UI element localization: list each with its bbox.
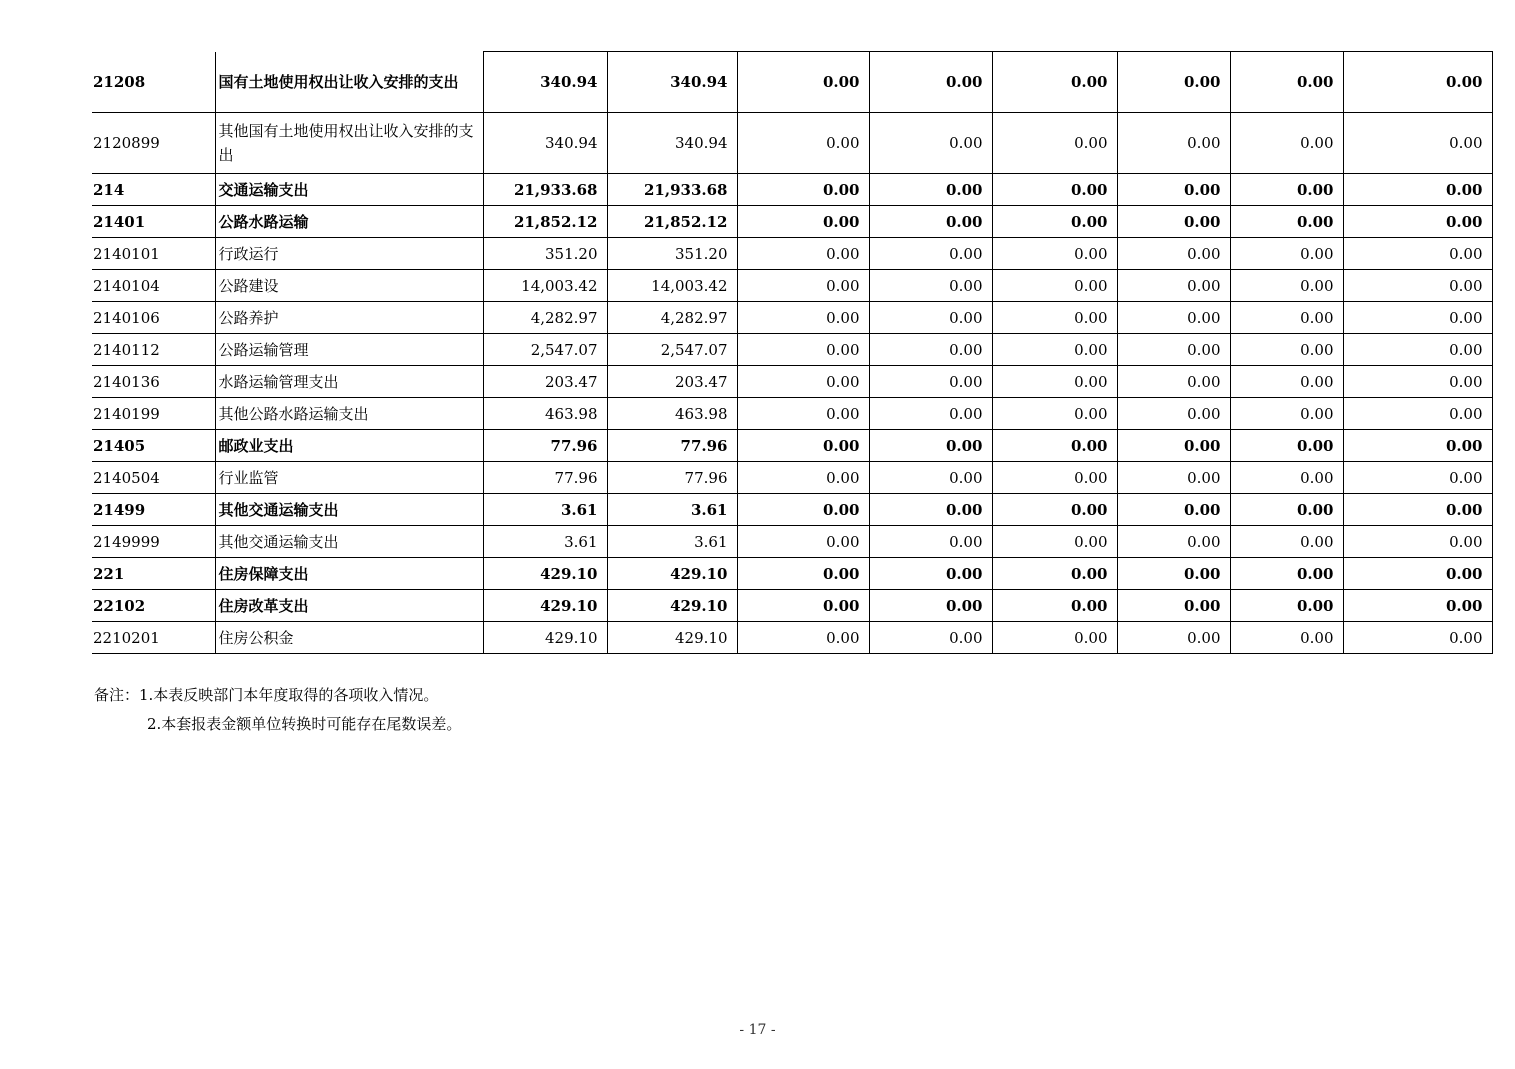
cell-name: 其他公路水路运输支出 [215,398,483,430]
cell-amount: 0.00 [992,558,1117,590]
table-row [92,366,1492,398]
cell-amount: 0.00 [1117,174,1230,206]
cell-amount: 340.94 [483,113,607,174]
notes [94,681,461,739]
cell-name: 邮政业支出 [215,430,483,462]
cell-amount: 0.00 [869,590,992,622]
table-row [92,206,1492,238]
cell-amount: 3.61 [483,494,607,526]
cell-amount: 0.00 [1117,113,1230,174]
table-row [92,590,1492,622]
table-row [92,174,1492,206]
cell-amount: 0.00 [992,302,1117,334]
cell-code: 2140104 [92,270,215,302]
cell-amount: 0.00 [869,366,992,398]
cell-amount: 429.10 [483,622,607,654]
cell-amount: 0.00 [737,494,869,526]
cell-name: 住房公积金 [215,622,483,654]
cell-amount: 0.00 [992,270,1117,302]
cell-amount: 0.00 [992,494,1117,526]
cell-amount: 0.00 [1343,526,1492,558]
cell-amount: 3.61 [607,526,737,558]
cell-amount: 0.00 [1230,366,1343,398]
cell-amount: 463.98 [483,398,607,430]
cell-name: 其他国有土地使用权出让收入安排的支出 [215,113,483,174]
cell-amount: 0.00 [869,526,992,558]
cell-name: 水路运输管理支出 [215,366,483,398]
cell-amount: 77.96 [483,462,607,494]
cell-amount: 4,282.97 [607,302,737,334]
cell-amount: 0.00 [1117,270,1230,302]
cell-amount: 0.00 [992,462,1117,494]
cell-amount: 429.10 [607,590,737,622]
cell-code: 2210201 [92,622,215,654]
cell-amount: 0.00 [1117,398,1230,430]
cell-amount: 3.61 [483,526,607,558]
cell-amount: 21,933.68 [483,174,607,206]
cell-amount: 0.00 [1117,558,1230,590]
cell-amount: 0.00 [737,622,869,654]
cell-amount: 0.00 [737,366,869,398]
cell-code: 21208 [92,52,215,113]
cell-amount: 0.00 [737,398,869,430]
table-row [92,526,1492,558]
cell-amount: 0.00 [1343,52,1492,113]
cell-amount: 0.00 [869,558,992,590]
cell-amount: 0.00 [869,622,992,654]
cell-amount: 0.00 [869,494,992,526]
cell-amount: 0.00 [1343,558,1492,590]
cell-amount: 0.00 [1343,430,1492,462]
cell-amount: 0.00 [1343,113,1492,174]
table-row [92,462,1492,494]
cell-amount: 0.00 [1117,334,1230,366]
cell-amount: 0.00 [1230,52,1343,113]
cell-name: 国有土地使用权出让收入安排的支出 [215,52,483,113]
cell-amount: 0.00 [737,590,869,622]
cell-amount: 0.00 [1230,622,1343,654]
cell-code: 2140112 [92,334,215,366]
cell-amount: 0.00 [737,302,869,334]
cell-code: 2140199 [92,398,215,430]
cell-amount: 0.00 [992,398,1117,430]
cell-amount: 0.00 [1343,270,1492,302]
cell-amount: 0.00 [1117,462,1230,494]
cell-amount: 0.00 [737,52,869,113]
budget-table [92,51,1493,654]
cell-amount: 21,852.12 [483,206,607,238]
cell-amount: 0.00 [1343,494,1492,526]
cell-amount: 77.96 [607,430,737,462]
cell-amount: 0.00 [992,366,1117,398]
cell-amount: 21,933.68 [607,174,737,206]
cell-amount: 0.00 [1230,590,1343,622]
cell-amount: 351.20 [483,238,607,270]
cell-amount: 0.00 [1230,270,1343,302]
cell-amount: 0.00 [737,238,869,270]
cell-amount: 0.00 [737,430,869,462]
cell-code: 21499 [92,494,215,526]
cell-code: 2140504 [92,462,215,494]
cell-amount: 14,003.42 [483,270,607,302]
cell-amount: 0.00 [1230,462,1343,494]
cell-code: 2140101 [92,238,215,270]
cell-amount: 0.00 [737,270,869,302]
cell-name: 公路建设 [215,270,483,302]
cell-amount: 0.00 [737,206,869,238]
cell-amount: 0.00 [1343,366,1492,398]
cell-amount: 0.00 [1117,526,1230,558]
cell-amount: 0.00 [1117,206,1230,238]
cell-amount: 0.00 [1117,52,1230,113]
cell-amount: 0.00 [1117,494,1230,526]
cell-amount: 429.10 [607,558,737,590]
cell-amount: 0.00 [1230,113,1343,174]
cell-amount: 77.96 [483,430,607,462]
cell-amount: 0.00 [1117,366,1230,398]
cell-amount: 0.00 [1343,334,1492,366]
note-line-1: 备注：1.本表反映部门本年度取得的各项收入情况。 [94,686,439,704]
cell-amount: 0.00 [992,113,1117,174]
cell-name: 其他交通运输支出 [215,494,483,526]
cell-amount: 0.00 [869,174,992,206]
cell-amount: 0.00 [1117,430,1230,462]
page-number: - 17 - [739,1022,776,1038]
cell-amount: 0.00 [737,174,869,206]
cell-amount: 21,852.12 [607,206,737,238]
cell-amount: 0.00 [1343,206,1492,238]
cell-amount: 0.00 [992,430,1117,462]
table-row [92,622,1492,654]
cell-amount: 2,547.07 [483,334,607,366]
cell-name: 公路水路运输 [215,206,483,238]
cell-amount: 0.00 [737,334,869,366]
cell-amount: 0.00 [1117,302,1230,334]
cell-amount: 0.00 [992,238,1117,270]
cell-amount: 340.94 [483,52,607,113]
cell-amount: 0.00 [1343,462,1492,494]
cell-amount: 0.00 [1230,174,1343,206]
table-row [92,558,1492,590]
cell-name: 公路运输管理 [215,334,483,366]
cell-amount: 429.10 [607,622,737,654]
cell-amount: 0.00 [1230,398,1343,430]
cell-amount: 0.00 [1117,238,1230,270]
table-row [92,494,1492,526]
cell-name: 其他交通运输支出 [215,526,483,558]
cell-amount: 463.98 [607,398,737,430]
cell-amount: 0.00 [869,270,992,302]
cell-code: 21405 [92,430,215,462]
cell-amount: 0.00 [1343,590,1492,622]
cell-amount: 0.00 [869,398,992,430]
cell-amount: 3.61 [607,494,737,526]
cell-amount: 0.00 [1230,302,1343,334]
cell-code: 2120899 [92,113,215,174]
table-row [92,398,1492,430]
cell-amount: 0.00 [1230,494,1343,526]
cell-name: 行政运行 [215,238,483,270]
cell-code: 221 [92,558,215,590]
table-row [92,302,1492,334]
table-row [92,113,1492,174]
cell-amount: 0.00 [1343,302,1492,334]
cell-amount: 429.10 [483,590,607,622]
cell-code: 22102 [92,590,215,622]
table-row [92,430,1492,462]
cell-amount: 203.47 [483,366,607,398]
cell-amount: 0.00 [1343,238,1492,270]
table-row [92,270,1492,302]
cell-amount: 0.00 [869,52,992,113]
cell-amount: 0.00 [869,238,992,270]
cell-name: 住房保障支出 [215,558,483,590]
cell-code: 21401 [92,206,215,238]
cell-amount: 0.00 [1117,622,1230,654]
table-row [92,334,1492,366]
cell-amount: 0.00 [869,113,992,174]
cell-code: 214 [92,174,215,206]
cell-amount: 0.00 [992,174,1117,206]
cell-amount: 0.00 [737,526,869,558]
cell-code: 2140106 [92,302,215,334]
cell-amount: 77.96 [607,462,737,494]
cell-amount: 0.00 [992,622,1117,654]
cell-amount: 0.00 [737,113,869,174]
cell-amount: 0.00 [869,302,992,334]
cell-name: 交通运输支出 [215,174,483,206]
cell-amount: 0.00 [869,462,992,494]
cell-code: 2149999 [92,526,215,558]
cell-amount: 0.00 [1230,430,1343,462]
cell-amount: 0.00 [1230,526,1343,558]
cell-name: 行业监管 [215,462,483,494]
cell-amount: 340.94 [607,52,737,113]
cell-amount: 14,003.42 [607,270,737,302]
cell-amount: 429.10 [483,558,607,590]
cell-amount: 351.20 [607,238,737,270]
cell-amount: 0.00 [992,526,1117,558]
cell-amount: 0.00 [1343,622,1492,654]
table-row [92,238,1492,270]
cell-amount: 0.00 [869,206,992,238]
cell-amount: 340.94 [607,113,737,174]
cell-amount: 0.00 [1230,334,1343,366]
cell-amount: 0.00 [1343,174,1492,206]
cell-amount: 4,282.97 [483,302,607,334]
table-row [92,52,1492,113]
cell-amount: 0.00 [992,590,1117,622]
cell-name: 住房改革支出 [215,590,483,622]
cell-amount: 0.00 [1117,590,1230,622]
cell-amount: 203.47 [607,366,737,398]
cell-amount: 0.00 [992,52,1117,113]
cell-amount: 0.00 [869,430,992,462]
cell-amount: 0.00 [1343,398,1492,430]
cell-amount: 0.00 [1230,558,1343,590]
cell-amount: 0.00 [1230,206,1343,238]
note-line-2: 2.本套报表金额单位转换时可能存在尾数误差。 [147,715,462,733]
table-body [92,52,1492,654]
cell-amount: 0.00 [737,558,869,590]
cell-name: 公路养护 [215,302,483,334]
cell-code: 2140136 [92,366,215,398]
cell-amount: 0.00 [737,462,869,494]
cell-amount: 0.00 [992,334,1117,366]
cell-amount: 0.00 [1230,238,1343,270]
cell-amount: 0.00 [869,334,992,366]
cell-amount: 0.00 [992,206,1117,238]
cell-amount: 2,547.07 [607,334,737,366]
